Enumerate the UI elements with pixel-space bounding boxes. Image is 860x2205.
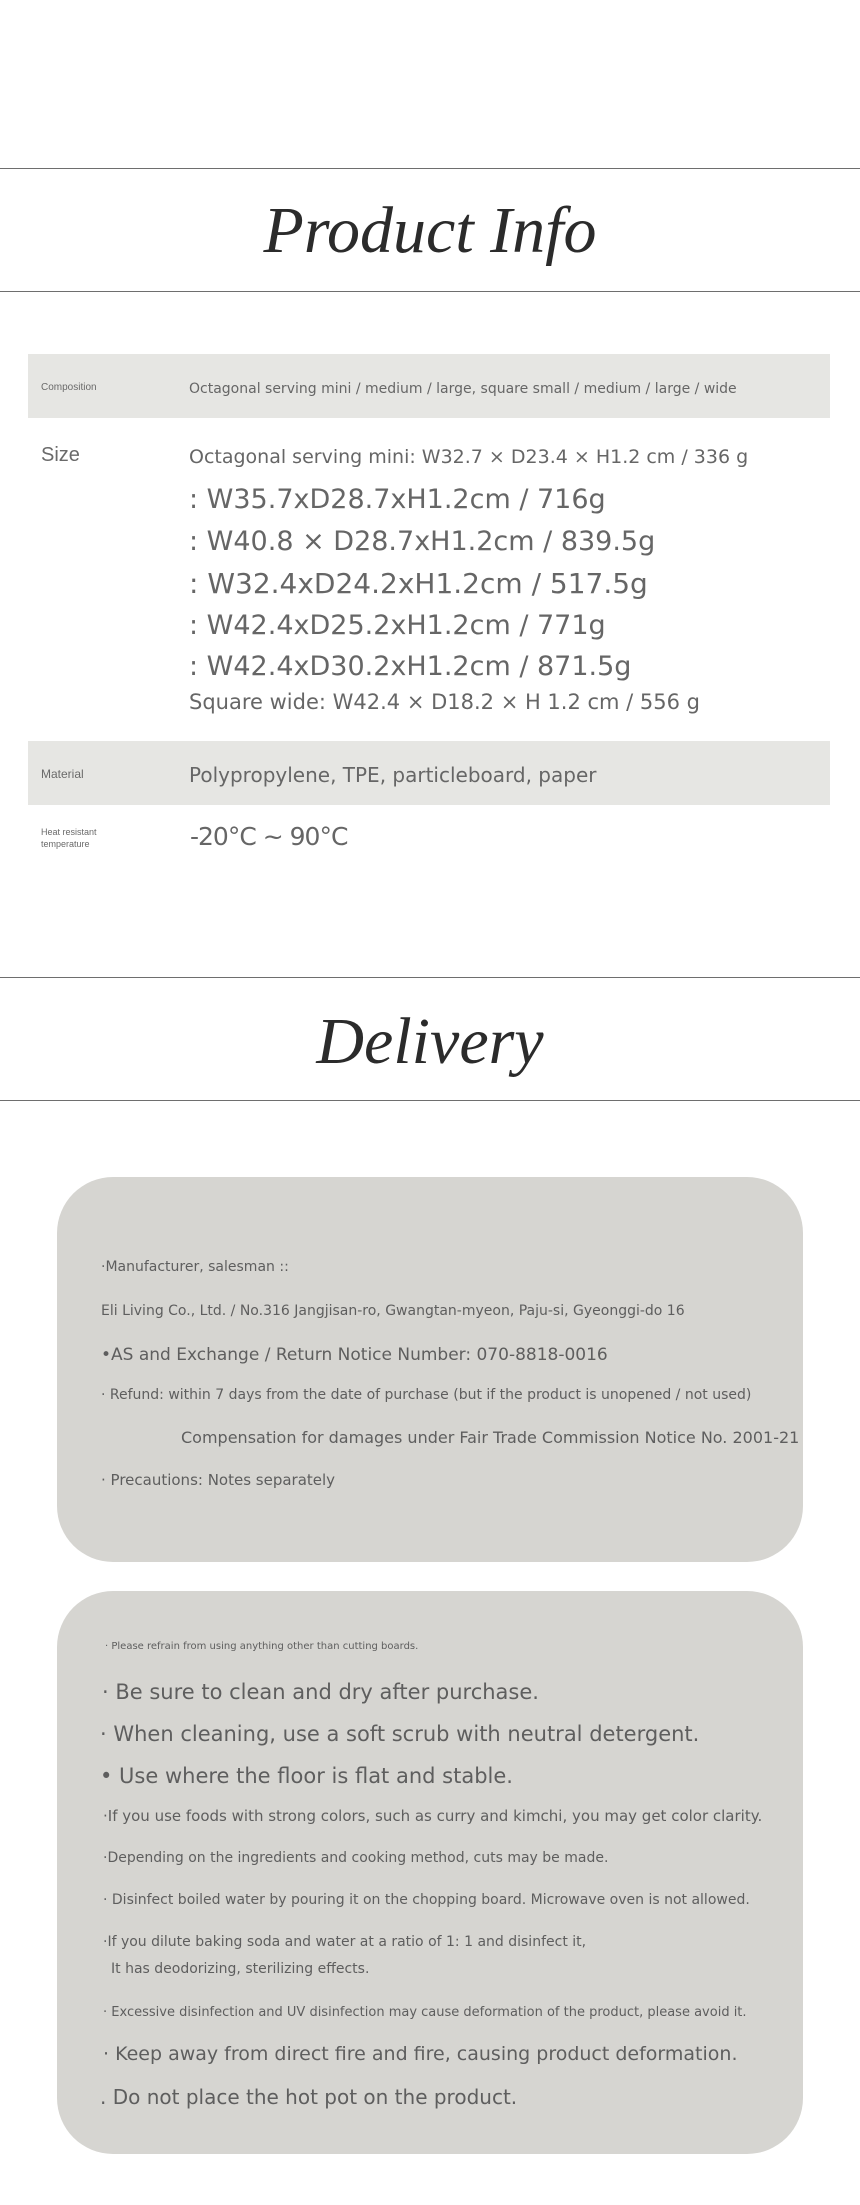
size-label: Size	[41, 444, 80, 466]
delivery-bottom-rule	[0, 1100, 860, 1101]
material-value: Polypropylene, TPE, particleboard, paper	[189, 763, 597, 787]
size-line: : W40.8 × D28.7xH1.2cm / 839.5g	[189, 526, 656, 557]
material-label: Material	[41, 767, 84, 781]
heat-label-line: Heat resistant	[41, 827, 97, 837]
card-line: · Excessive disinfection and UV disinfection may cause deformation of the product, please avoid it.	[103, 2005, 747, 2020]
card-line: · Disinfect boiled water by pouring it on the chopping board. Microwave oven is not allowed.	[103, 1892, 750, 1908]
card-line: It has deodorizing, sterilizing effects.	[111, 1961, 370, 1977]
size-line: Octagonal serving mini: W32.7 × D23.4 × H1.2 cm / 336 g	[189, 446, 749, 468]
card-line: · Precautions: Notes separately	[101, 1471, 336, 1489]
card-line: Eli Living Co., Ltd. / No.316 Jangjisan-ro, Gwangtan-myeon, Paju-si, Gyeonggi-do 16	[101, 1303, 685, 1319]
card-line: · Please refrain from using anything other than cutting boards.	[105, 1641, 419, 1652]
card-line: ·Depending on the ingredients and cooking method, cuts may be made.	[103, 1850, 609, 1866]
product-info-bottom-rule	[0, 291, 860, 292]
heat-label	[41, 826, 97, 850]
card-line: · Keep away from direct fire and fire, causing product deformation.	[103, 2043, 738, 2065]
composition-value: Octagonal serving mini / medium / large, square small / medium / large / wide	[189, 381, 737, 397]
composition-label: Composition	[41, 382, 97, 393]
product-info-title: Product Info	[263, 194, 597, 267]
size-line: Square wide: W42.4 × D18.2 × H 1.2 cm / 556 g	[189, 690, 701, 714]
card-line: ·If you dilute baking soda and water at a ratio of 1: 1 and disinfect it,	[103, 1934, 587, 1950]
card-line: · When cleaning, use a soft scrub with neutral detergent.	[100, 1722, 700, 1746]
card-line: ·Manufacturer, salesman ::	[101, 1259, 289, 1275]
card-line: . Do not place the hot pot on the product.	[100, 2085, 518, 2109]
size-line: : W42.4xD30.2xH1.2cm / 871.5g	[189, 651, 632, 682]
heat-value: -20°C ~ 90°C	[190, 822, 348, 851]
size-line: : W32.4xD24.2xH1.2cm / 517.5g	[189, 567, 648, 600]
precautions-card	[57, 1591, 803, 2154]
delivery-info-card	[57, 1177, 803, 1562]
size-line: : W35.7xD28.7xH1.2cm / 716g	[189, 484, 606, 515]
card-line: •AS and Exchange / Return Notice Number: 070-8818-0016	[101, 1345, 608, 1365]
size-line: : W42.4xD25.2xH1.2cm / 771g	[189, 610, 606, 641]
card-line: · Refund: within 7 days from the date of purchase (but if the product is unopened / not used)	[101, 1387, 752, 1403]
card-line: Compensation for damages under Fair Trade Commission Notice No. 2001-21	[181, 1428, 800, 1447]
product-info-top-rule	[0, 168, 860, 169]
heat-label-line: temperature	[41, 839, 90, 849]
card-line: ·If you use foods with strong colors, such as curry and kimchi, you may get color clarity.	[103, 1807, 763, 1825]
delivery-top-rule	[0, 977, 860, 978]
delivery-title: Delivery	[316, 1005, 544, 1078]
card-line: · Be sure to clean and dry after purchase.	[102, 1680, 539, 1704]
card-line: • Use where the floor is flat and stable.	[100, 1764, 513, 1788]
